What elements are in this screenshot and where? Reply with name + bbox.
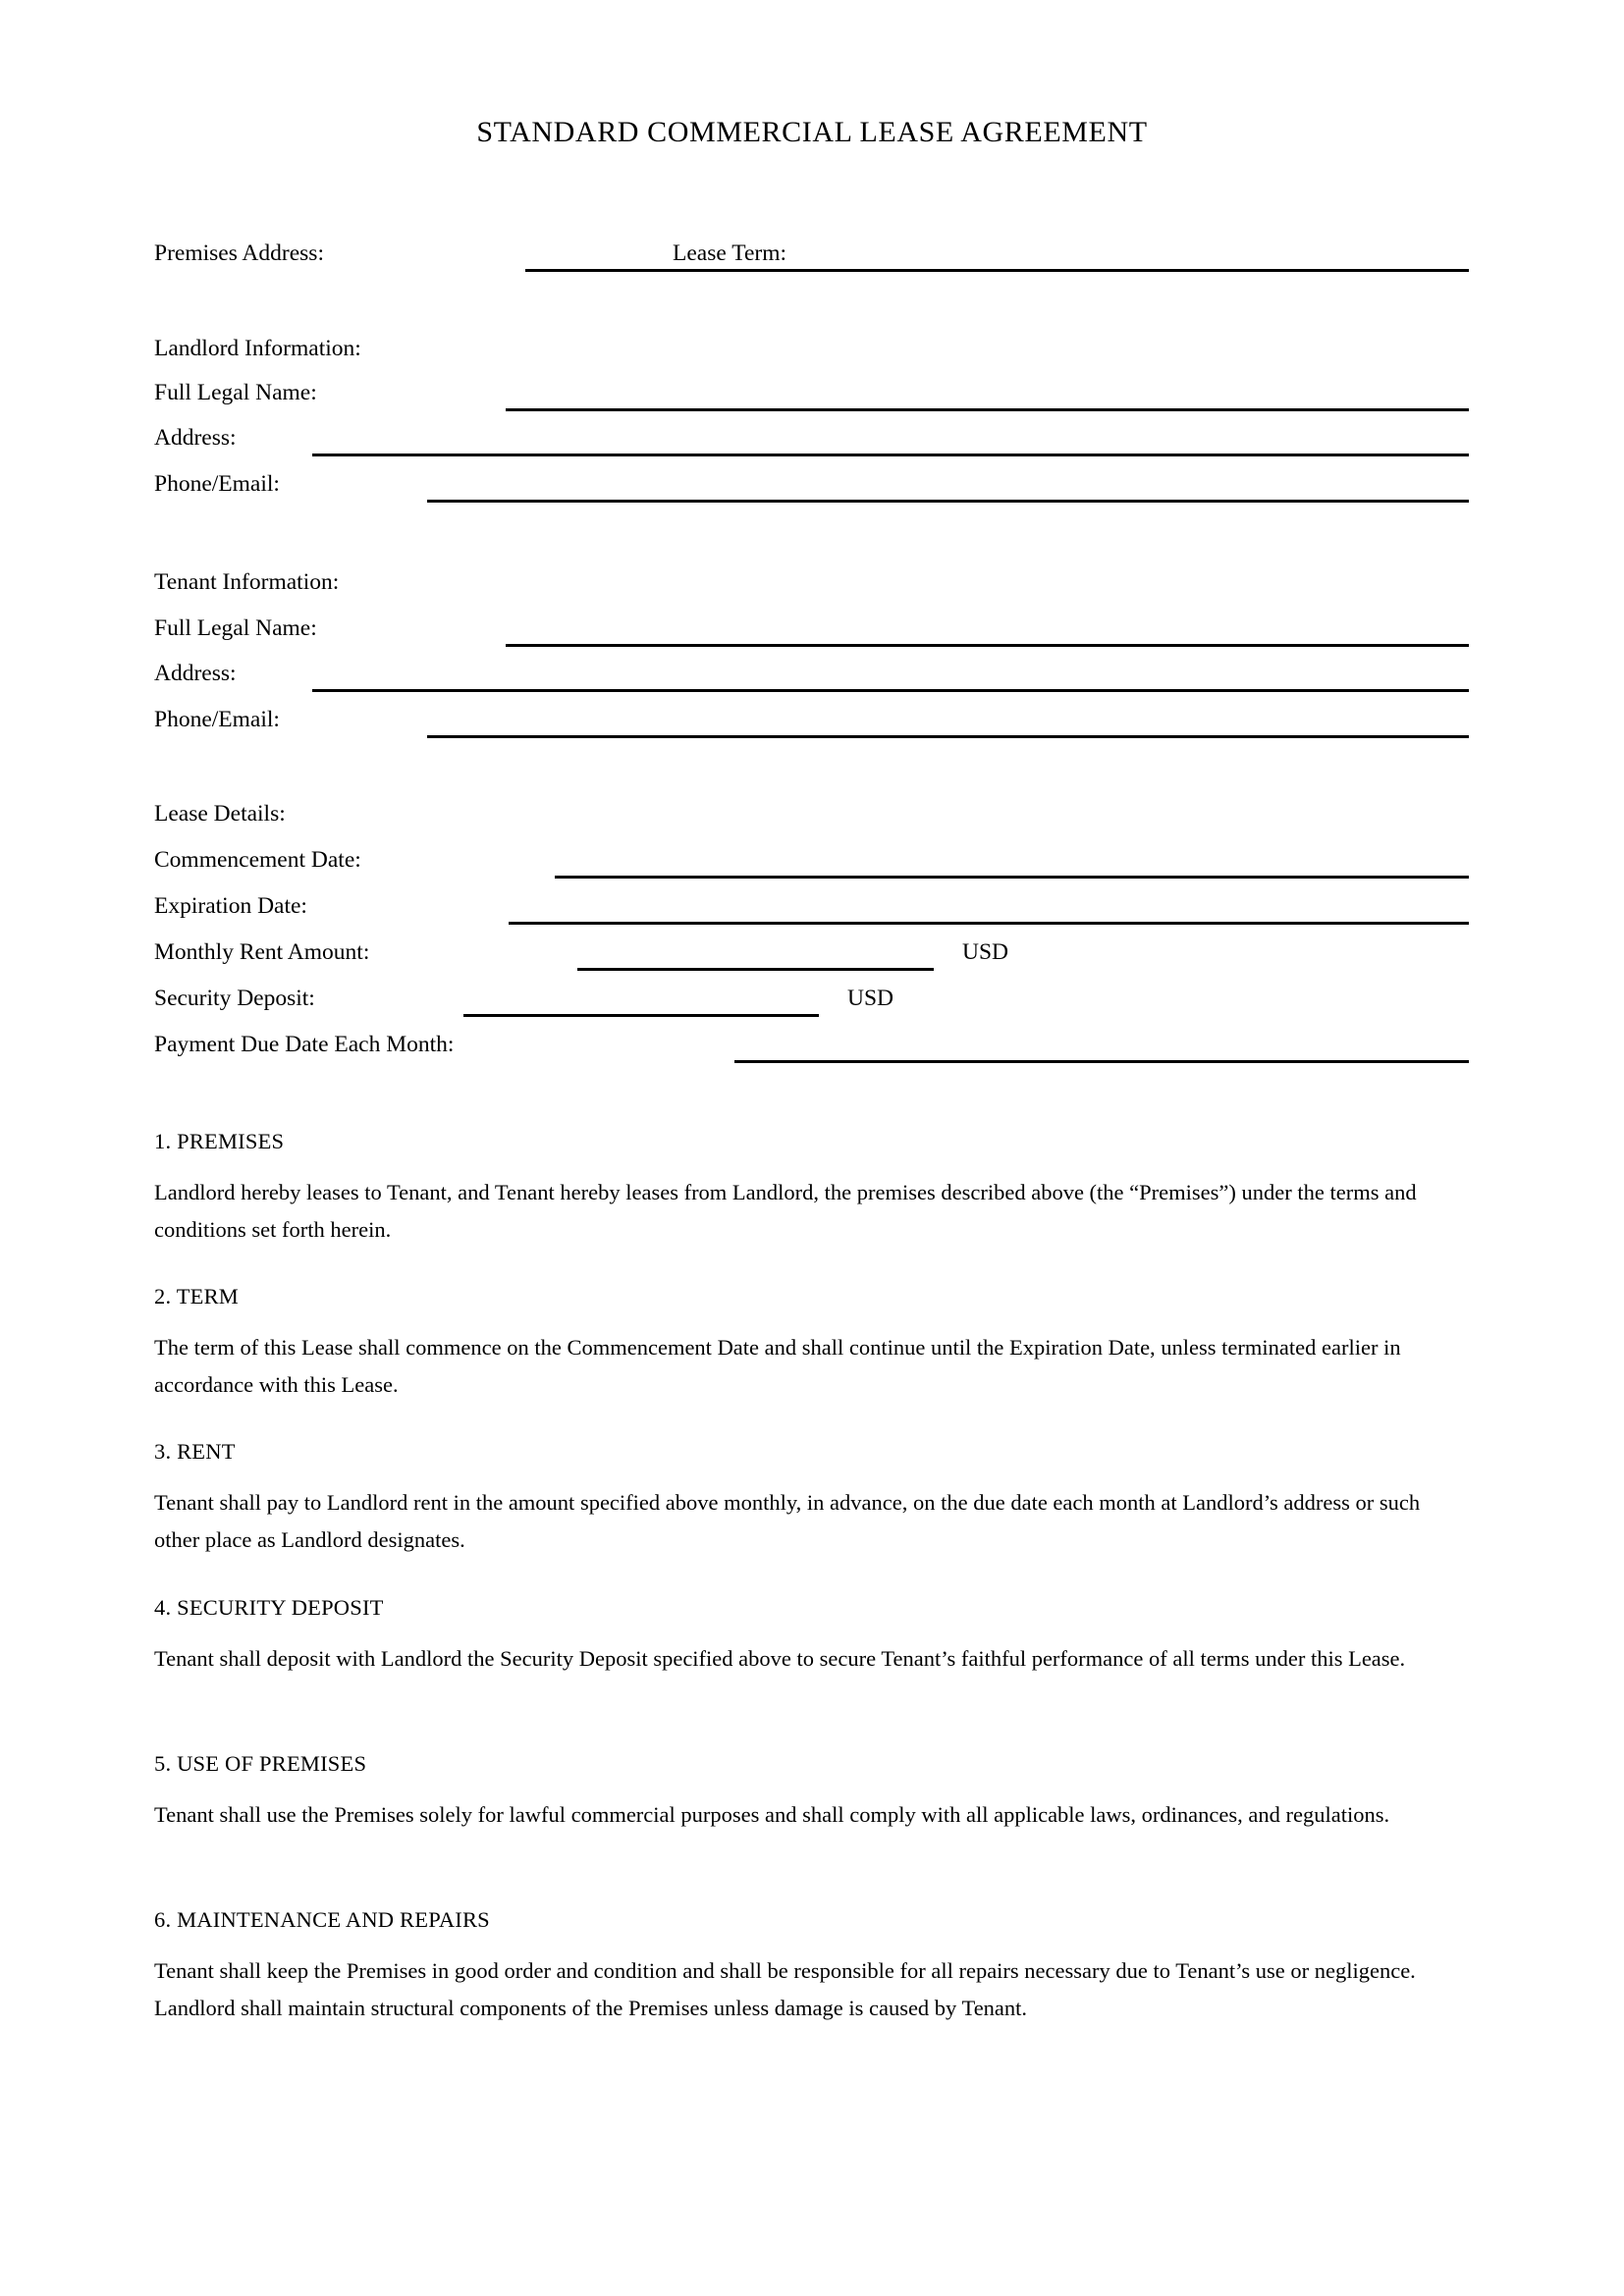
commencement-date-row: [154, 845, 1469, 879]
clause-5-use-of-premises: [154, 1749, 1469, 1834]
monthly-rent-amount-input-rule[interactable]: [577, 968, 934, 971]
expiration-date-input-rule[interactable]: [509, 922, 1469, 925]
expiration-date-row: [154, 891, 1469, 925]
clause-3-heading: 3. RENT: [154, 1439, 236, 1464]
clause-6-body: Tenant shall keep the Premises in good order and condition and shall be responsible for all repairs necessary due to Tenant’s use or negligence. Landlord shall maintain structural components of the Premises unless damage is caused by Tenant.: [154, 1958, 1416, 2020]
tenant-address-input-rule[interactable]: [312, 689, 1469, 692]
tenant-full-legal-name-row: [154, 614, 1469, 647]
lease-details-heading: Lease Details:: [154, 801, 286, 827]
clause-6-heading: 6. MAINTENANCE AND REPAIRS: [154, 1907, 490, 1932]
landlord-phone-email-row: [154, 469, 1469, 503]
security-deposit-row: [154, 984, 1469, 1017]
expiration-date-label: Expiration Date:: [154, 893, 307, 919]
payment-due-date-input-rule[interactable]: [734, 1060, 1469, 1063]
clause-5-heading: 5. USE OF PREMISES: [154, 1751, 367, 1776]
landlord-full-legal-name-input-rule[interactable]: [506, 408, 1469, 411]
commencement-date-input-rule[interactable]: [555, 876, 1469, 879]
landlord-full-legal-name-row: [154, 378, 1469, 411]
landlord-address-input-rule[interactable]: [312, 454, 1469, 456]
monthly-rent-amount-row: [154, 937, 1469, 971]
premises-address-field-row: [154, 239, 1469, 272]
lease-term-label: Lease Term:: [673, 240, 787, 266]
tenant-phone-email-label: Phone/Email:: [154, 707, 280, 732]
security-deposit-input-rule[interactable]: [463, 1014, 819, 1017]
clause-1-body: Landlord hereby leases to Tenant, and Tenant hereby leases from Landlord, the premises described above (the “Premises”) under the terms and conditions set forth herein.: [154, 1180, 1417, 1242]
payment-due-date-label: Payment Due Date Each Month:: [154, 1032, 455, 1057]
clause-1-heading: 1. PREMISES: [154, 1129, 285, 1153]
payment-due-date-row: [154, 1030, 1469, 1063]
tenant-phone-email-row: [154, 705, 1469, 738]
premises-address-input-rule[interactable]: [525, 269, 1469, 272]
clause-2-body: The term of this Lease shall commence on the Commencement Date and shall continue until the Expiration Date, unless terminated earlier in accordance with this Lease.: [154, 1335, 1401, 1397]
clause-5-body: Tenant shall use the Premises solely for lawful commercial purposes and shall comply with all applicable laws, ordinances, and regulations.: [154, 1802, 1390, 1827]
landlord-phone-email-input-rule[interactable]: [427, 500, 1469, 503]
tenant-phone-email-input-rule[interactable]: [427, 735, 1469, 738]
clause-2-term: [154, 1282, 1469, 1404]
premises-address-label: Premises Address:: [154, 240, 324, 266]
tenant-address-row: [154, 659, 1469, 692]
tenant-full-legal-name-label: Full Legal Name:: [154, 615, 317, 641]
clause-3-body: Tenant shall pay to Landlord rent in the amount specified above monthly, in advance, on the due date each month at Landlord’s address or such other place as Landlord designates.: [154, 1490, 1421, 1552]
clause-4-body: Tenant shall deposit with Landlord the Security Deposit specified above to secure Tenant’s faithful performance of all terms under this Lease.: [154, 1646, 1406, 1671]
clause-6-maintenance-and-repairs: [154, 1905, 1469, 2027]
landlord-phone-email-label: Phone/Email:: [154, 471, 280, 497]
tenant-information-heading: Tenant Information:: [154, 569, 340, 595]
landlord-address-label: Address:: [154, 425, 237, 451]
tenant-address-label: Address:: [154, 661, 237, 686]
security-deposit-label: Security Deposit:: [154, 986, 315, 1011]
landlord-address-row: [154, 423, 1469, 456]
page-title: STANDARD COMMERCIAL LEASE AGREEMENT: [476, 116, 1148, 148]
clause-1-premises: [154, 1127, 1469, 1249]
clause-2-heading: 2. TERM: [154, 1284, 239, 1308]
clause-4-security-deposit: [154, 1593, 1469, 1678]
clause-4-heading: 4. SECURITY DEPOSIT: [154, 1595, 384, 1620]
commencement-date-label: Commencement Date:: [154, 847, 361, 873]
security-deposit-currency-label: USD: [847, 986, 894, 1011]
clause-3-rent: [154, 1437, 1469, 1559]
landlord-full-legal-name-label: Full Legal Name:: [154, 380, 317, 405]
monthly-rent-amount-label: Monthly Rent Amount:: [154, 939, 370, 965]
tenant-full-legal-name-input-rule[interactable]: [506, 644, 1469, 647]
landlord-information-heading: Landlord Information:: [154, 336, 361, 361]
monthly-rent-currency-label: USD: [962, 939, 1009, 965]
